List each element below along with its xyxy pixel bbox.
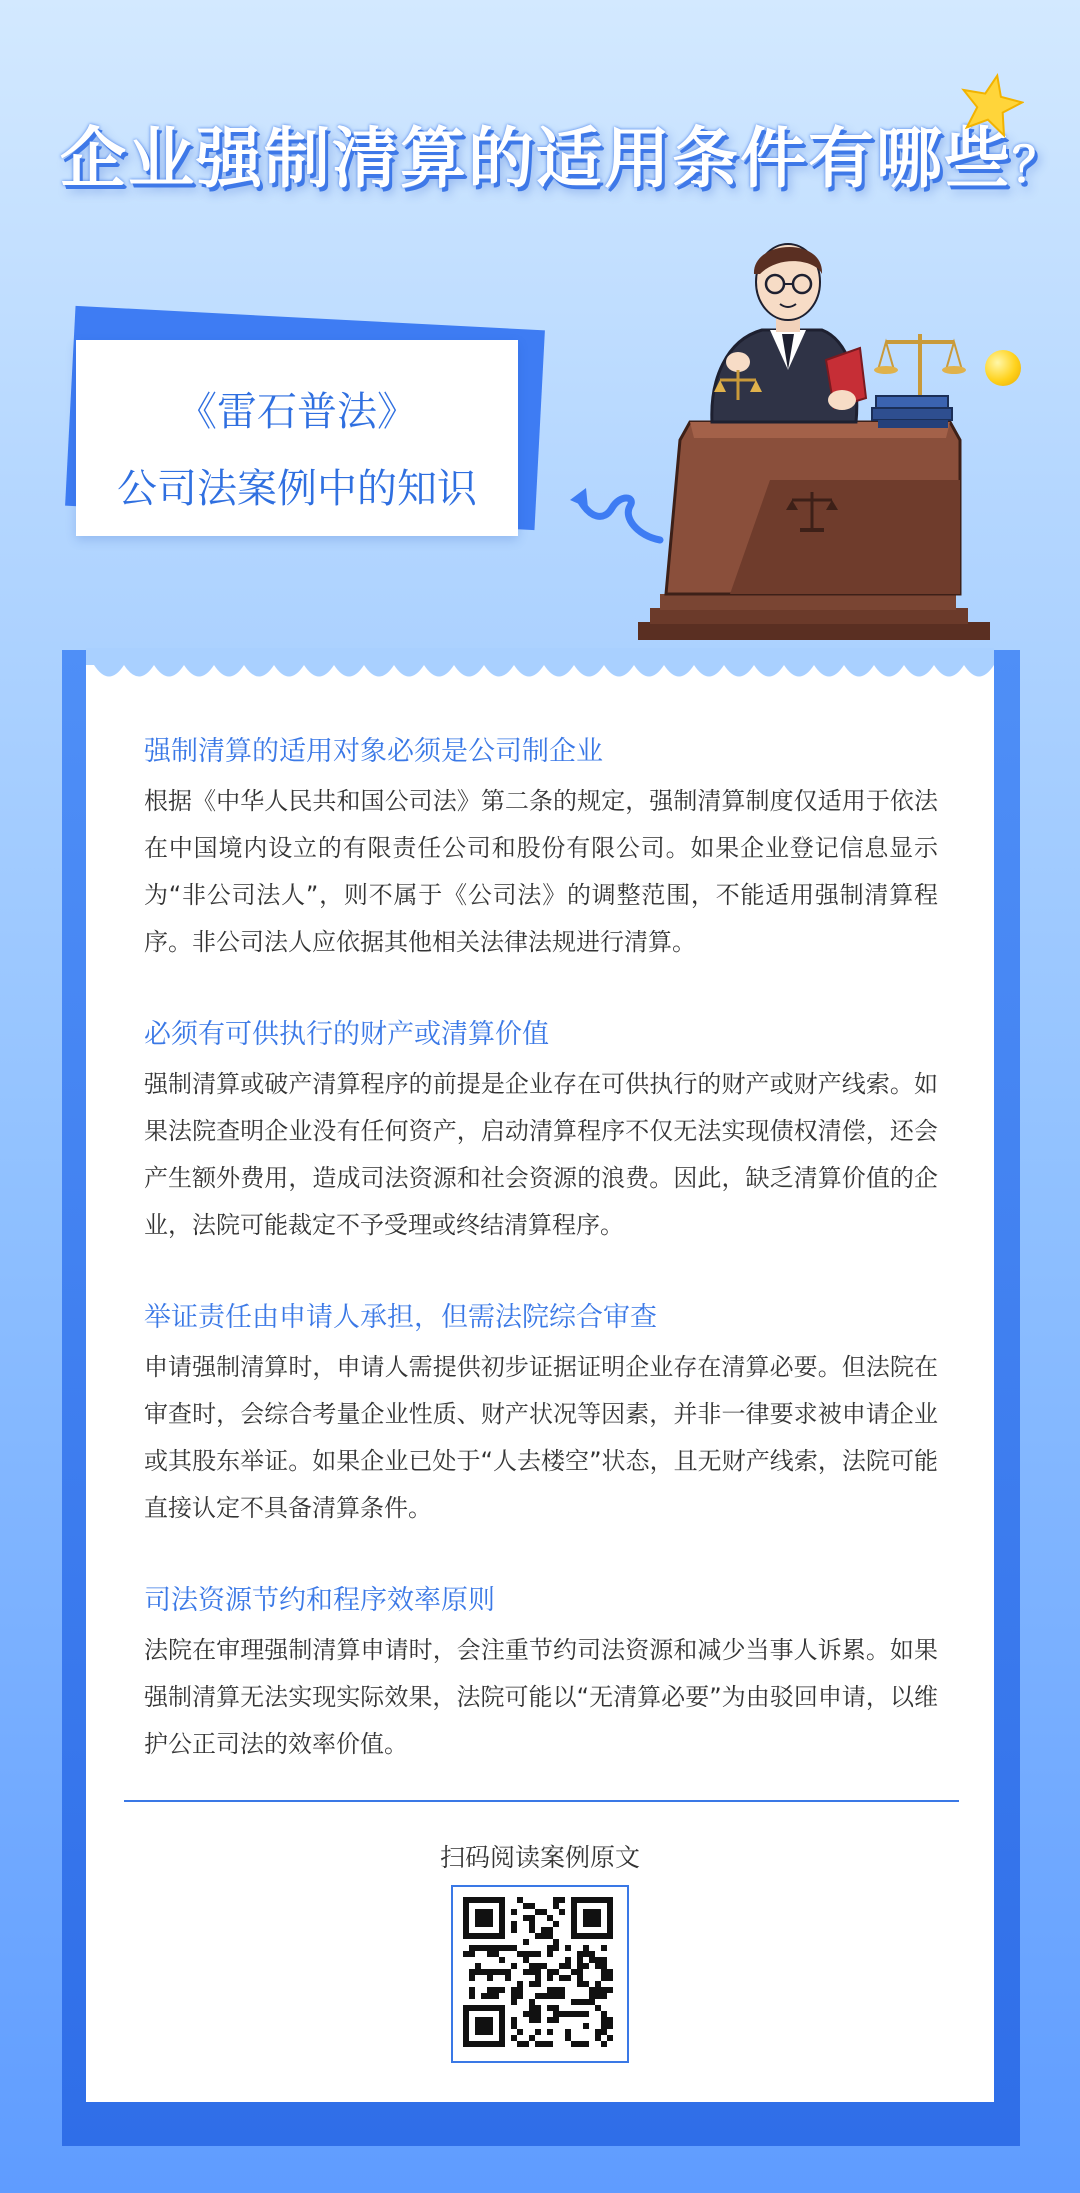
page-title-text: 企业强制清算的适用条件有哪些 [60,120,1012,197]
label-line-subtitle: 公司法案例中的知识 [117,466,477,512]
section-3-body: 申请强制清算时，申请人需提供初步证据证明企业存在清算必要。但法院在审查时，会综合考量企业性质、财产状况等因素，并非一律要求被申请企业或其股东举证。如果企业已处于“人去楼空”状态，且无财产线索，法院可能直接认定不具备清算条件。 [144,1353,938,1522]
section-4 [144,1581,938,1768]
page-title [60,105,1063,200]
label-line-series: 《雷石普法》 [177,389,417,435]
question-mark: ？ [1012,137,1063,193]
label-card [76,340,518,536]
section-4-title: 司法资源节约和程序效率原则 [144,1585,495,1616]
section-1-body: 根据《中华人民共和国公司法》第二条的规定，强制清算制度仅适用于依法在中国境内设立的有限责任公司和股份有限公司。如果企业登记信息显示为“非公司法人”，则不属于《公司法》的调整范围，不能适用强制清算程序。非公司法人应依据其他相关法律法规进行清算。 [144,787,938,956]
star-icon [958,72,1024,138]
scalloped-edge-decoration [86,648,994,688]
footer-divider [124,1800,959,1802]
section-2-title: 必须有可供执行的财产或清算价值 [144,1019,549,1050]
scan-caption: 扫码阅读案例原文 [439,1843,640,1872]
section-1 [144,732,938,966]
judge-illustration [630,230,1000,650]
section-3-title: 举证责任由申请人承担，但需法院综合审查 [144,1302,657,1333]
qr-code-frame[interactable] [451,1885,629,2063]
qr-code-icon [463,1897,613,2047]
section-2-body: 强制清算或破产清算程序的前提是企业存在可供执行的财产或财产线索。如果法院查明企业没有任何资产，启动清算程序不仅无法实现债权清偿，还会产生额外费用，造成司法资源和社会资源的浪费。因此，缺乏清算价值的企业，法院可能裁定不予受理或终结清算程序。 [144,1070,938,1239]
section-3 [144,1298,938,1532]
section-4-body: 法院在审理强制清算申请时，会注重节约司法资源和减少当事人诉累。如果强制清算无法实现实际效果，法院可能以“无清算必要”为由驳回申请，以维护公正司法的效率价值。 [144,1636,938,1758]
section-2 [144,1015,938,1249]
section-1-title: 强制清算的适用对象必须是公司制企业 [144,736,603,767]
